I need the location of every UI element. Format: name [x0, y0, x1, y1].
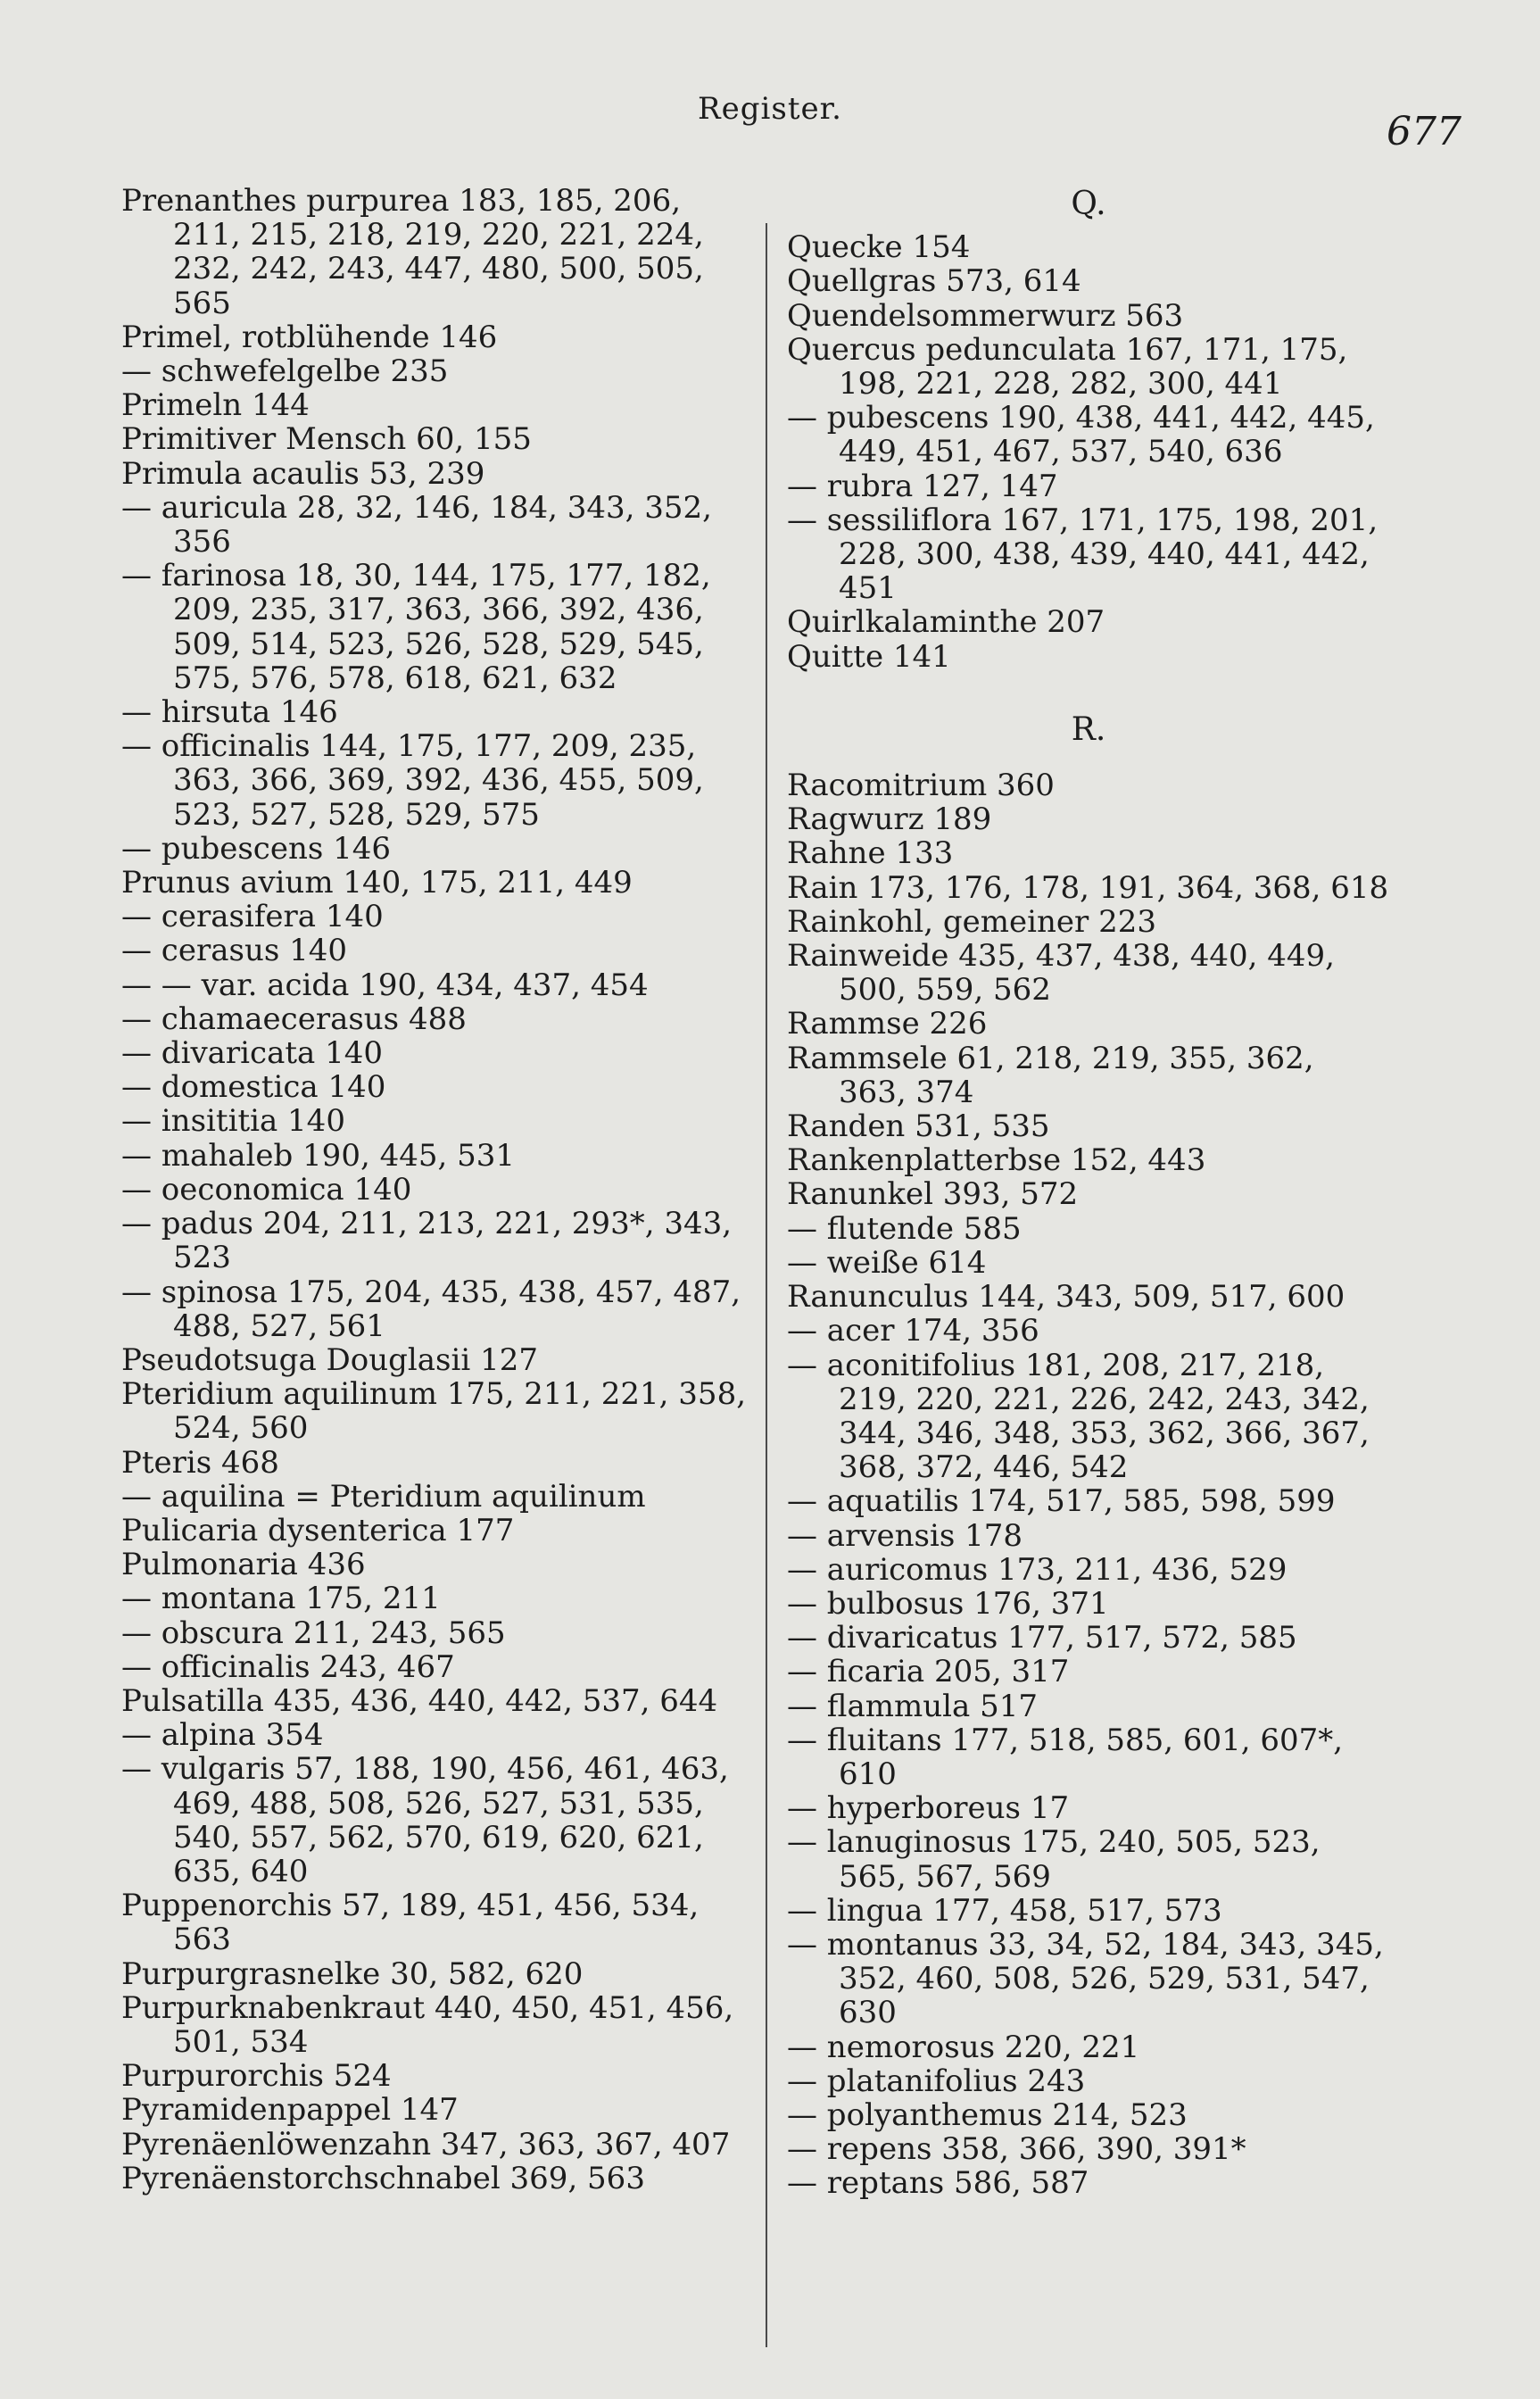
index-entry: Quirlkalaminthe 207: [787, 604, 1105, 641]
index-entry: — nemorosus 220, 221: [787, 2029, 1140, 2065]
index-entry: — rubra 127, 147: [787, 468, 1058, 504]
index-entry: — chamaecerasus 488: [121, 1000, 467, 1037]
index-entry: Quellgras 573, 614: [787, 263, 1081, 300]
index-entry: Purpurorchis 524: [121, 2058, 392, 2095]
index-entry: — divaricatus 177, 517, 572, 585: [787, 1620, 1297, 1656]
index-entry: Primel, rotblühende 146: [121, 319, 498, 355]
index-entry: — alpina 354: [121, 1717, 324, 1754]
index-entry: — aquatilis 174, 517, 585, 598, 599: [787, 1483, 1336, 1520]
index-entry: — repens 358, 366, 390, 391*: [787, 2131, 1246, 2168]
index-entry: — hyperboreus 17: [787, 1790, 1070, 1827]
index-entry: — officinalis 144, 175, 177, 209, 235, 363, 366, 369, 392, 436, 455, 509, 523, 527, 528, 529, 575: [121, 728, 704, 833]
index-entry: Pulsatilla 435, 436, 440, 442, 537, 644: [121, 1682, 718, 1719]
index-entry: — aconitifolius 181, 208, 217, 218, 219, 220, 221, 226, 242, 243, 342, 344, 346, 348, 353, 362, 366, 367, 368, 372, 446, 542: [787, 1347, 1370, 1486]
section-heading-r: R.: [1071, 710, 1106, 748]
index-entry: Pseudotsuga Douglasii 127: [121, 1341, 538, 1378]
index-entry: — weiße 614: [787, 1244, 987, 1281]
running-header: Register.: [698, 91, 842, 127]
index-entry: Prunus avium 140, 175, 211, 449: [121, 865, 633, 901]
index-entry: Rammsele 61, 218, 219, 355, 362, 363, 374: [787, 1040, 1314, 1110]
index-entry: — spinosa 175, 204, 435, 438, 457, 487, 488, 527, 561: [121, 1274, 741, 1344]
r-entries: [787, 768, 1390, 2201]
index-entry: — fluitans 177, 518, 585, 601, 607*, 610: [787, 1722, 1344, 1792]
index-entry: Primeln 144: [121, 387, 310, 424]
index-entry: — hirsuta 146: [121, 694, 338, 731]
index-entry: — flammula 517: [787, 1688, 1038, 1724]
index-entry: — vulgaris 57, 188, 190, 456, 461, 463, 469, 488, 508, 526, 527, 531, 535, 540, 557, 562, 570, 619, 620, 621, 635, 640: [121, 1751, 729, 1889]
page-number: 677: [1387, 109, 1461, 154]
index-entry: Ranunkel 393, 572: [787, 1176, 1079, 1213]
index-entry: — ficaria 205, 317: [787, 1654, 1070, 1690]
index-entry: Randen 531, 535: [787, 1108, 1050, 1145]
column-divider: [766, 223, 767, 2347]
index-entry: — auricomus 173, 211, 436, 529: [787, 1551, 1287, 1588]
index-entry: — — var. acida 190, 434, 437, 454: [121, 967, 649, 1003]
index-entry: Rainkohl, gemeiner 223: [787, 903, 1156, 940]
index-entry: — mahaleb 190, 445, 531: [121, 1137, 515, 1174]
index-entry: — lingua 177, 458, 517, 573: [787, 1892, 1222, 1929]
index-entry: — padus 204, 211, 213, 221, 293*, 343, 523: [121, 1206, 733, 1276]
index-entry: — divaricata 140: [121, 1035, 384, 1072]
index-entry: Pulmonaria 436: [121, 1547, 366, 1583]
index-entry: Quercus pedunculata 167, 171, 175, 198, 221, 228, 282, 300, 441: [787, 331, 1348, 403]
index-entry: Pulicaria dysenterica 177: [121, 1512, 515, 1548]
index-entry: Pyrenäenlöwenzahn 347, 363, 367, 407: [121, 2126, 731, 2162]
index-entry: — reptans 586, 587: [787, 2165, 1089, 2202]
index-entry: — auricula 28, 32, 146, 184, 343, 352, 356: [121, 489, 712, 560]
left-index-column: [121, 184, 746, 2196]
index-entry: — officinalis 243, 467: [121, 1648, 455, 1685]
index-entry: Pyrenäenstorchschnabel 369, 563: [121, 2160, 645, 2196]
index-entry: Rainweide 435, 437, 438, 440, 449, 500, 559, 562: [787, 938, 1335, 1009]
index-entry: Pteris 468: [121, 1444, 279, 1481]
index-entry: — arvensis 178: [787, 1517, 1023, 1554]
index-entry: — pubescens 146: [121, 830, 392, 867]
index-entry: — cerasus 140: [121, 933, 347, 969]
index-entry: Purpurgrasnelke 30, 582, 620: [121, 1955, 584, 1992]
index-entry: — montanus 33, 34, 52, 184, 343, 345, 352, 460, 508, 526, 529, 531, 547, 630: [787, 1926, 1384, 2031]
index-entry: — obscura 211, 243, 565: [121, 1615, 506, 1651]
index-entry: — schwefelgelbe 235: [121, 353, 449, 390]
index-entry: — cerasifera 140: [121, 899, 384, 935]
q-entries: [787, 230, 1390, 674]
section-heading-q: Q.: [1071, 186, 1106, 222]
index-entry: — sessiliflora 167, 171, 175, 198, 201, 228, 300, 438, 439, 440, 441, 442, 451: [787, 502, 1379, 607]
index-entry: Primula acaulis 53, 239: [121, 455, 485, 492]
index-entry: — aquilina = Pteridium aquilinum: [121, 1478, 646, 1515]
index-entry: Prenanthes purpurea 183, 185, 206, 211, 215, 218, 219, 220, 221, 224, 232, 242, 243, 447, 480, 500, 505, 565: [121, 183, 704, 321]
index-entry: — montana 175, 211: [121, 1581, 441, 1617]
index-entry: — flutende 585: [787, 1210, 1022, 1247]
index-entry: Rankenplatterbse 152, 443: [787, 1142, 1206, 1179]
index-entry: Racomitrium 360: [787, 768, 1055, 804]
index-entry: Ranunculus 144, 343, 509, 517, 600: [787, 1279, 1345, 1316]
index-entry: — oeconomica 140: [121, 1171, 412, 1208]
index-entry: Puppenorchis 57, 189, 451, 456, 534, 563: [121, 1888, 700, 1958]
index-entry: — polyanthemus 214, 523: [787, 2096, 1188, 2133]
right-index-column: [787, 184, 1390, 2201]
index-entry: Pteridium aquilinum 175, 211, 221, 358, 524, 560: [121, 1376, 747, 1447]
index-entry: Rammse 226: [787, 1006, 988, 1042]
index-entry: — insititia 140: [121, 1103, 345, 1140]
index-entry: — domestica 140: [121, 1069, 386, 1106]
index-entry: Ragwurz 189: [787, 801, 992, 838]
index-entry: Primitiver Mensch 60, 155: [121, 421, 532, 458]
index-entry: Pyramidenpappel 147: [121, 2092, 459, 2129]
index-entry: — lanuginosus 175, 240, 505, 523, 565, 567, 569: [787, 1824, 1321, 1895]
index-entry: Quitte 141: [787, 638, 951, 675]
index-entry: Rahne 133: [787, 835, 954, 872]
index-entry: — bulbosus 176, 371: [787, 1585, 1109, 1622]
index-entry: — platanifolius 243: [787, 2063, 1086, 2099]
index-entry: Purpurknabenkraut 440, 450, 451, 456, 501, 534: [121, 1989, 734, 2060]
index-entry: — acer 174, 356: [787, 1313, 1039, 1349]
index-entry: — pubescens 190, 438, 441, 442, 445, 449, 451, 467, 537, 540, 636: [787, 400, 1375, 470]
index-entry: Quecke 154: [787, 229, 971, 266]
index-entry: Rain 173, 176, 178, 191, 364, 368, 618: [787, 869, 1389, 906]
index-entry: — farinosa 18, 30, 144, 175, 177, 182, 209, 235, 317, 363, 366, 392, 436, 509, 514, 523, 526, 528, 529, 545, 575, 576, 578, 618, 621, 632: [121, 558, 711, 696]
index-entry: Quendelsommerwurz 563: [787, 297, 1184, 334]
